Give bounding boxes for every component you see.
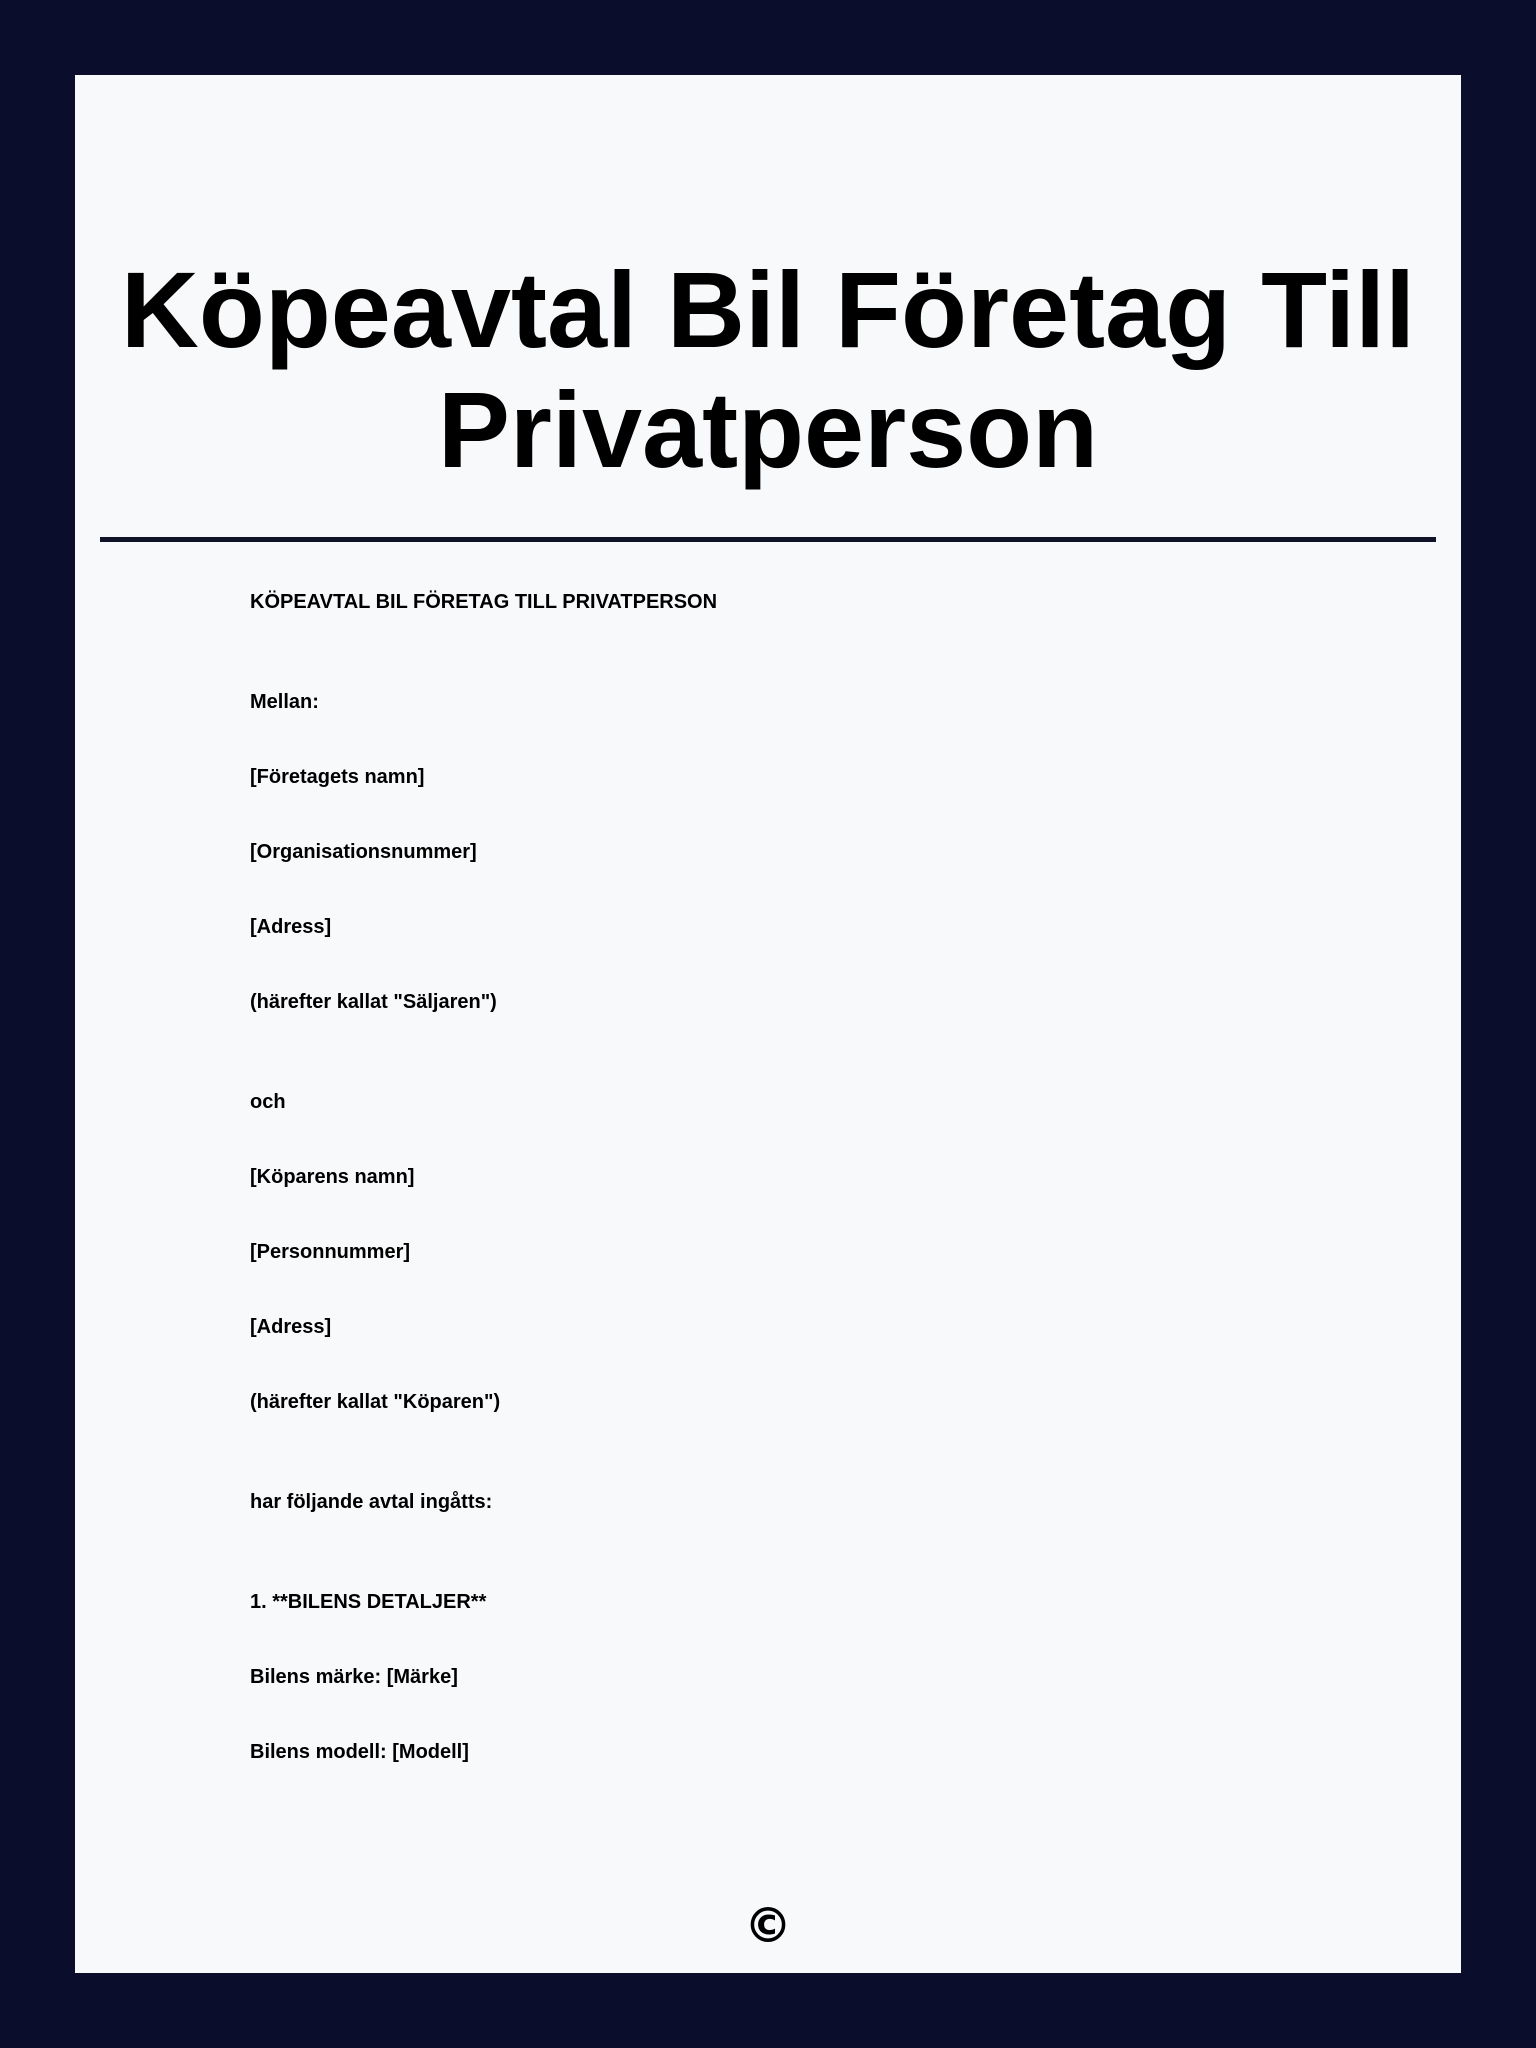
title-divider bbox=[100, 537, 1436, 542]
body-line: Mellan: bbox=[250, 691, 319, 713]
body-line: och bbox=[250, 1091, 286, 1113]
body-line: [Adress] bbox=[250, 916, 332, 938]
body-line: (härefter kallat "Säljaren") bbox=[250, 991, 497, 1013]
document-title: Köpeavtal Bil Företag Till Privatperson bbox=[120, 249, 1416, 490]
copyright-icon: © bbox=[744, 1898, 792, 1954]
heading-line: KÖPEAVTAL BIL FÖRETAG TILL PRIVATPERSON bbox=[250, 591, 718, 613]
body-line: (härefter kallat "Köparen") bbox=[250, 1391, 501, 1413]
body-line: [Organisationsnummer] bbox=[250, 841, 477, 863]
body-line: har följande avtal ingåtts: bbox=[250, 1491, 493, 1513]
body-line: Bilens modell: [Modell] bbox=[250, 1741, 469, 1763]
body-line: [Köparens namn] bbox=[250, 1166, 415, 1188]
body-line: [Adress] bbox=[250, 1316, 332, 1338]
body-line: [Personnummer] bbox=[250, 1241, 411, 1263]
document-page bbox=[75, 75, 1461, 1973]
body-line: [Företagets namn] bbox=[250, 766, 425, 788]
body-line: Bilens märke: [Märke] bbox=[250, 1666, 458, 1688]
section-heading: 1. **BILENS DETALJER** bbox=[250, 1591, 487, 1613]
